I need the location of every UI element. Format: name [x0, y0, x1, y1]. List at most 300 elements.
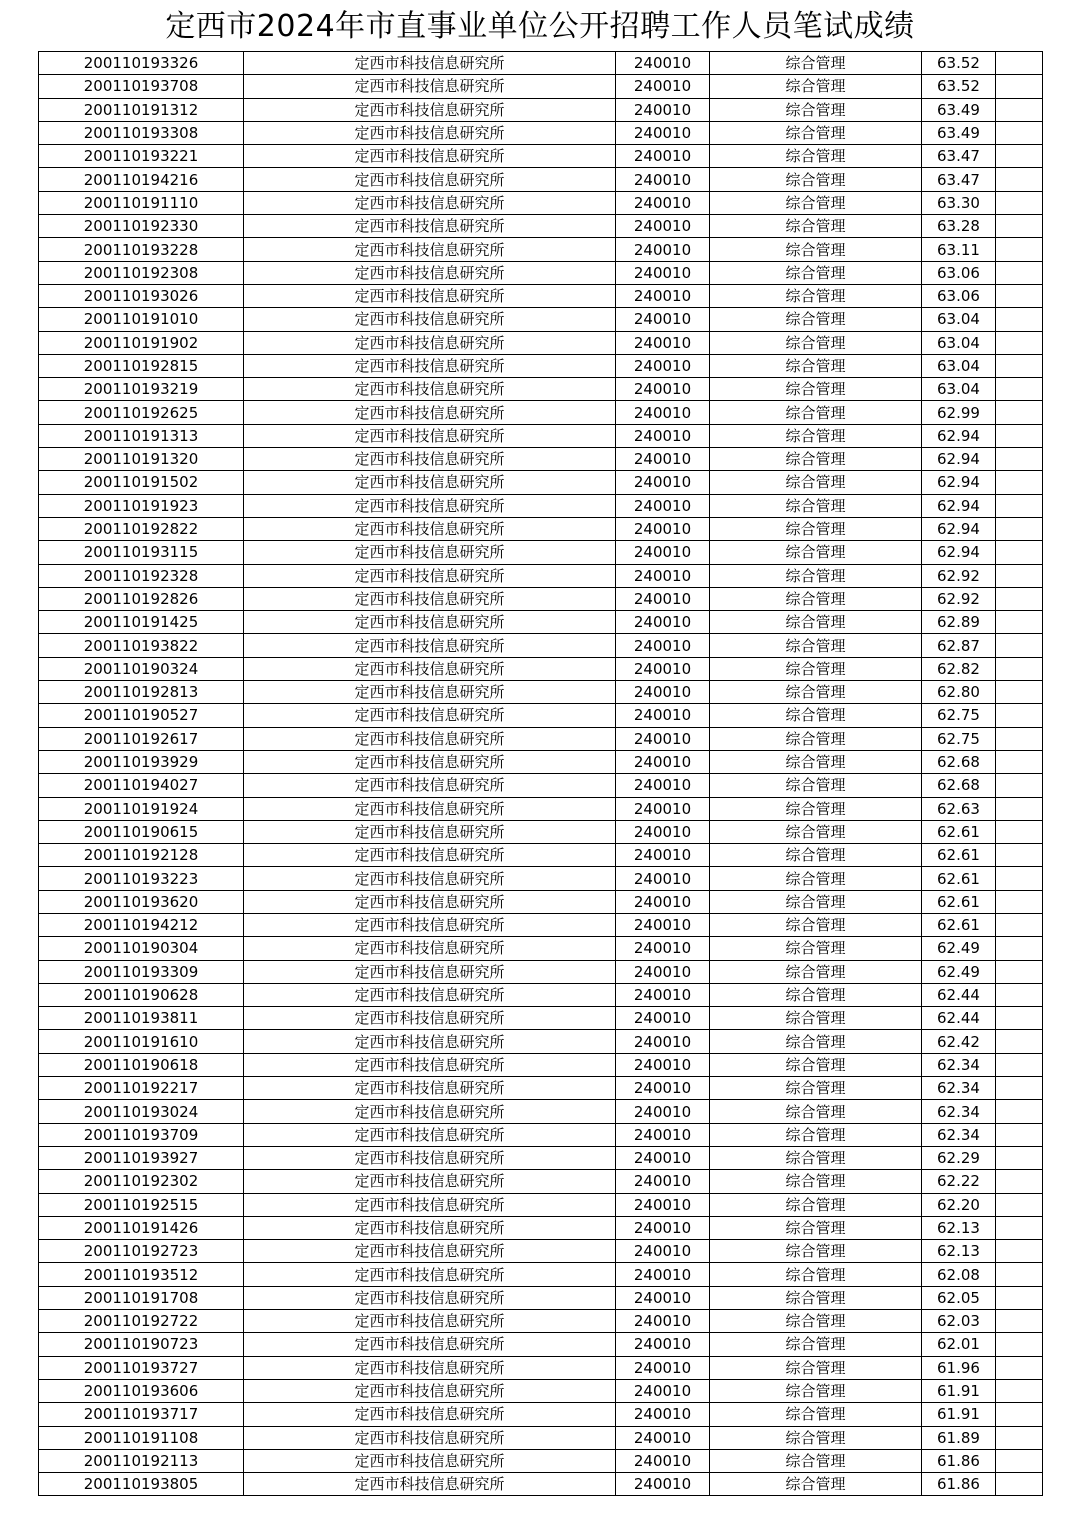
written-score-cell: 63.52 — [922, 75, 996, 98]
position-code-cell: 240010 — [616, 1030, 710, 1053]
written-score-cell: 62.94 — [922, 424, 996, 447]
written-score-cell: 62.61 — [922, 867, 996, 890]
remarks-cell — [996, 308, 1043, 331]
position-name-cell: 综合管理 — [710, 774, 922, 797]
remarks-cell — [996, 1123, 1043, 1146]
table-row — [39, 261, 1043, 284]
score-table-body — [39, 52, 1043, 1496]
written-score-cell: 62.94 — [922, 494, 996, 517]
employer-unit-cell: 定西市科技信息研究所 — [244, 1193, 616, 1216]
position-code-cell: 240010 — [616, 1426, 710, 1449]
remarks-cell — [996, 238, 1043, 261]
written-score-cell: 62.61 — [922, 820, 996, 843]
position-code-cell: 240010 — [616, 960, 710, 983]
table-row — [39, 1449, 1043, 1472]
remarks-cell — [996, 587, 1043, 610]
remarks-cell — [996, 750, 1043, 773]
position-name-cell: 综合管理 — [710, 681, 922, 704]
position-name-cell: 综合管理 — [710, 890, 922, 913]
employer-unit-cell: 定西市科技信息研究所 — [244, 1449, 616, 1472]
admission-number-cell: 200110191425 — [39, 611, 244, 634]
admission-number-cell: 200110193708 — [39, 75, 244, 98]
position-code-cell: 240010 — [616, 913, 710, 936]
admission-number-cell: 200110194212 — [39, 913, 244, 936]
position-code-cell: 240010 — [616, 983, 710, 1006]
position-code-cell: 240010 — [616, 238, 710, 261]
table-row — [39, 75, 1043, 98]
table-row — [39, 750, 1043, 773]
admission-number-cell: 200110193026 — [39, 284, 244, 307]
written-score-cell: 62.61 — [922, 913, 996, 936]
table-row — [39, 1053, 1043, 1076]
position-name-cell: 综合管理 — [710, 611, 922, 634]
position-name-cell: 综合管理 — [710, 750, 922, 773]
written-score-cell: 63.49 — [922, 121, 996, 144]
remarks-cell — [996, 494, 1043, 517]
remarks-cell — [996, 774, 1043, 797]
position-code-cell: 240010 — [616, 681, 710, 704]
position-name-cell: 综合管理 — [710, 587, 922, 610]
admission-number-cell: 200110193115 — [39, 541, 244, 564]
admission-number-cell: 200110193805 — [39, 1473, 244, 1496]
table-row — [39, 494, 1043, 517]
employer-unit-cell: 定西市科技信息研究所 — [244, 611, 616, 634]
written-score-cell: 62.87 — [922, 634, 996, 657]
position-name-cell: 综合管理 — [710, 401, 922, 424]
admission-number-cell: 200110193223 — [39, 867, 244, 890]
position-code-cell: 240010 — [616, 1216, 710, 1239]
table-row — [39, 1403, 1043, 1426]
position-name-cell: 综合管理 — [710, 704, 922, 727]
employer-unit-cell: 定西市科技信息研究所 — [244, 52, 616, 75]
admission-number-cell: 200110194027 — [39, 774, 244, 797]
employer-unit-cell: 定西市科技信息研究所 — [244, 1356, 616, 1379]
written-score-cell: 62.29 — [922, 1146, 996, 1169]
written-score-cell: 62.94 — [922, 517, 996, 540]
written-score-cell: 62.61 — [922, 844, 996, 867]
position-name-cell: 综合管理 — [710, 494, 922, 517]
table-row — [39, 797, 1043, 820]
written-score-cell: 62.49 — [922, 960, 996, 983]
position-code-cell: 240010 — [616, 331, 710, 354]
admission-number-cell: 200110193308 — [39, 121, 244, 144]
position-code-cell: 240010 — [616, 1333, 710, 1356]
position-code-cell: 240010 — [616, 494, 710, 517]
remarks-cell — [996, 1426, 1043, 1449]
written-score-cell: 62.99 — [922, 401, 996, 424]
written-score-cell: 62.34 — [922, 1053, 996, 1076]
position-name-cell: 综合管理 — [710, 657, 922, 680]
remarks-cell — [996, 1030, 1043, 1053]
table-row — [39, 704, 1043, 727]
employer-unit-cell: 定西市科技信息研究所 — [244, 1403, 616, 1426]
position-code-cell: 240010 — [616, 1146, 710, 1169]
position-name-cell: 综合管理 — [710, 52, 922, 75]
remarks-cell — [996, 1077, 1043, 1100]
written-score-cell: 62.03 — [922, 1310, 996, 1333]
position-code-cell: 240010 — [616, 820, 710, 843]
position-name-cell: 综合管理 — [710, 727, 922, 750]
position-code-cell: 240010 — [616, 611, 710, 634]
remarks-cell — [996, 354, 1043, 377]
employer-unit-cell: 定西市科技信息研究所 — [244, 215, 616, 238]
remarks-cell — [996, 215, 1043, 238]
remarks-cell — [996, 261, 1043, 284]
table-row — [39, 424, 1043, 447]
written-score-cell: 62.49 — [922, 937, 996, 960]
written-score-cell: 62.92 — [922, 564, 996, 587]
admission-number-cell: 200110192723 — [39, 1240, 244, 1263]
remarks-cell — [996, 1286, 1043, 1309]
position-code-cell: 240010 — [616, 634, 710, 657]
table-row — [39, 820, 1043, 843]
remarks-cell — [996, 1356, 1043, 1379]
employer-unit-cell: 定西市科技信息研究所 — [244, 1077, 616, 1100]
position-code-cell: 240010 — [616, 1053, 710, 1076]
remarks-cell — [996, 75, 1043, 98]
admission-number-cell: 200110191502 — [39, 471, 244, 494]
employer-unit-cell: 定西市科技信息研究所 — [244, 1170, 616, 1193]
written-score-cell: 62.61 — [922, 890, 996, 913]
admission-number-cell: 200110193606 — [39, 1379, 244, 1402]
position-code-cell: 240010 — [616, 284, 710, 307]
remarks-cell — [996, 52, 1043, 75]
employer-unit-cell: 定西市科技信息研究所 — [244, 913, 616, 936]
remarks-cell — [996, 657, 1043, 680]
admission-number-cell: 200110193929 — [39, 750, 244, 773]
position-name-cell: 综合管理 — [710, 261, 922, 284]
position-code-cell: 240010 — [616, 1077, 710, 1100]
position-code-cell: 240010 — [616, 261, 710, 284]
remarks-cell — [996, 611, 1043, 634]
position-name-cell: 综合管理 — [710, 1310, 922, 1333]
employer-unit-cell: 定西市科技信息研究所 — [244, 983, 616, 1006]
written-score-cell: 63.06 — [922, 261, 996, 284]
position-name-cell: 综合管理 — [710, 1286, 922, 1309]
admission-number-cell: 200110193927 — [39, 1146, 244, 1169]
position-code-cell: 240010 — [616, 1170, 710, 1193]
written-score-cell: 62.34 — [922, 1077, 996, 1100]
written-score-cell: 62.94 — [922, 541, 996, 564]
position-name-cell: 综合管理 — [710, 1333, 922, 1356]
position-name-cell: 综合管理 — [710, 145, 922, 168]
remarks-cell — [996, 983, 1043, 1006]
written-score-cell: 63.49 — [922, 98, 996, 121]
table-row — [39, 354, 1043, 377]
employer-unit-cell: 定西市科技信息研究所 — [244, 1379, 616, 1402]
admission-number-cell: 200110192328 — [39, 564, 244, 587]
employer-unit-cell: 定西市科技信息研究所 — [244, 774, 616, 797]
employer-unit-cell: 定西市科技信息研究所 — [244, 1310, 616, 1333]
admission-number-cell: 200110191902 — [39, 331, 244, 354]
employer-unit-cell: 定西市科技信息研究所 — [244, 1286, 616, 1309]
position-name-cell: 综合管理 — [710, 1356, 922, 1379]
admission-number-cell: 200110192722 — [39, 1310, 244, 1333]
admission-number-cell: 200110192308 — [39, 261, 244, 284]
remarks-cell — [996, 820, 1043, 843]
position-code-cell: 240010 — [616, 1449, 710, 1472]
admission-number-cell: 200110190324 — [39, 657, 244, 680]
employer-unit-cell: 定西市科技信息研究所 — [244, 1053, 616, 1076]
employer-unit-cell: 定西市科技信息研究所 — [244, 1216, 616, 1239]
position-code-cell: 240010 — [616, 704, 710, 727]
employer-unit-cell: 定西市科技信息研究所 — [244, 727, 616, 750]
written-score-cell: 62.44 — [922, 983, 996, 1006]
remarks-cell — [996, 331, 1043, 354]
position-name-cell: 综合管理 — [710, 1240, 922, 1263]
position-name-cell: 综合管理 — [710, 820, 922, 843]
written-score-cell: 62.75 — [922, 727, 996, 750]
table-row — [39, 960, 1043, 983]
written-score-cell: 61.89 — [922, 1426, 996, 1449]
table-row — [39, 564, 1043, 587]
written-score-cell: 63.04 — [922, 331, 996, 354]
employer-unit-cell: 定西市科技信息研究所 — [244, 145, 616, 168]
position-name-cell: 综合管理 — [710, 308, 922, 331]
position-code-cell: 240010 — [616, 1007, 710, 1030]
employer-unit-cell: 定西市科技信息研究所 — [244, 937, 616, 960]
admission-number-cell: 200110192617 — [39, 727, 244, 750]
position-name-cell: 综合管理 — [710, 1100, 922, 1123]
position-name-cell: 综合管理 — [710, 448, 922, 471]
admission-number-cell: 200110191708 — [39, 1286, 244, 1309]
employer-unit-cell: 定西市科技信息研究所 — [244, 704, 616, 727]
position-name-cell: 综合管理 — [710, 1146, 922, 1169]
position-name-cell: 综合管理 — [710, 354, 922, 377]
employer-unit-cell: 定西市科技信息研究所 — [244, 494, 616, 517]
position-name-cell: 综合管理 — [710, 378, 922, 401]
employer-unit-cell: 定西市科技信息研究所 — [244, 168, 616, 191]
admission-number-cell: 200110190527 — [39, 704, 244, 727]
employer-unit-cell: 定西市科技信息研究所 — [244, 1473, 616, 1496]
remarks-cell — [996, 913, 1043, 936]
admission-number-cell: 200110191313 — [39, 424, 244, 447]
employer-unit-cell: 定西市科技信息研究所 — [244, 121, 616, 144]
table-row — [39, 378, 1043, 401]
table-row — [39, 168, 1043, 191]
position-name-cell: 综合管理 — [710, 1473, 922, 1496]
remarks-cell — [996, 168, 1043, 191]
table-row — [39, 1007, 1043, 1030]
position-code-cell: 240010 — [616, 448, 710, 471]
written-score-cell: 63.28 — [922, 215, 996, 238]
admission-number-cell: 200110194216 — [39, 168, 244, 191]
remarks-cell — [996, 704, 1043, 727]
admission-number-cell: 200110193512 — [39, 1263, 244, 1286]
position-name-cell: 综合管理 — [710, 1426, 922, 1449]
table-row — [39, 1170, 1043, 1193]
remarks-cell — [996, 1007, 1043, 1030]
written-score-cell: 62.01 — [922, 1333, 996, 1356]
remarks-cell — [996, 541, 1043, 564]
position-code-cell: 240010 — [616, 1100, 710, 1123]
table-row — [39, 774, 1043, 797]
position-code-cell: 240010 — [616, 98, 710, 121]
position-code-cell: 240010 — [616, 587, 710, 610]
table-row — [39, 541, 1043, 564]
position-code-cell: 240010 — [616, 471, 710, 494]
written-score-cell: 62.42 — [922, 1030, 996, 1053]
position-code-cell: 240010 — [616, 168, 710, 191]
employer-unit-cell: 定西市科技信息研究所 — [244, 238, 616, 261]
table-row — [39, 1123, 1043, 1146]
position-name-cell: 综合管理 — [710, 1263, 922, 1286]
table-row — [39, 634, 1043, 657]
employer-unit-cell: 定西市科技信息研究所 — [244, 1100, 616, 1123]
table-row — [39, 1379, 1043, 1402]
written-score-cell: 63.47 — [922, 168, 996, 191]
employer-unit-cell: 定西市科技信息研究所 — [244, 1333, 616, 1356]
employer-unit-cell: 定西市科技信息研究所 — [244, 634, 616, 657]
remarks-cell — [996, 1240, 1043, 1263]
position-code-cell: 240010 — [616, 867, 710, 890]
employer-unit-cell: 定西市科技信息研究所 — [244, 471, 616, 494]
position-code-cell: 240010 — [616, 1263, 710, 1286]
table-row — [39, 937, 1043, 960]
written-score-cell: 63.04 — [922, 378, 996, 401]
table-row — [39, 1216, 1043, 1239]
remarks-cell — [996, 937, 1043, 960]
table-row — [39, 1426, 1043, 1449]
employer-unit-cell: 定西市科技信息研究所 — [244, 890, 616, 913]
table-row — [39, 98, 1043, 121]
remarks-cell — [996, 191, 1043, 214]
remarks-cell — [996, 517, 1043, 540]
table-row — [39, 1333, 1043, 1356]
position-name-cell: 综合管理 — [710, 937, 922, 960]
position-name-cell: 综合管理 — [710, 983, 922, 1006]
admission-number-cell: 200110193024 — [39, 1100, 244, 1123]
employer-unit-cell: 定西市科技信息研究所 — [244, 284, 616, 307]
remarks-cell — [996, 1100, 1043, 1123]
position-name-cell: 综合管理 — [710, 1007, 922, 1030]
position-code-cell: 240010 — [616, 215, 710, 238]
employer-unit-cell: 定西市科技信息研究所 — [244, 657, 616, 680]
position-code-cell: 240010 — [616, 1403, 710, 1426]
position-name-cell: 综合管理 — [710, 121, 922, 144]
employer-unit-cell: 定西市科技信息研究所 — [244, 401, 616, 424]
remarks-cell — [996, 1146, 1043, 1169]
position-name-cell: 综合管理 — [710, 541, 922, 564]
position-code-cell: 240010 — [616, 774, 710, 797]
remarks-cell — [996, 284, 1043, 307]
written-score-cell: 61.86 — [922, 1473, 996, 1496]
position-name-cell: 综合管理 — [710, 1030, 922, 1053]
employer-unit-cell: 定西市科技信息研究所 — [244, 681, 616, 704]
remarks-cell — [996, 1333, 1043, 1356]
position-name-cell: 综合管理 — [710, 913, 922, 936]
employer-unit-cell: 定西市科技信息研究所 — [244, 517, 616, 540]
admission-number-cell: 200110190618 — [39, 1053, 244, 1076]
table-row — [39, 1077, 1043, 1100]
position-code-cell: 240010 — [616, 354, 710, 377]
position-code-cell: 240010 — [616, 1193, 710, 1216]
remarks-cell — [996, 1473, 1043, 1496]
remarks-cell — [996, 1193, 1043, 1216]
written-score-cell: 62.34 — [922, 1123, 996, 1146]
position-name-cell: 综合管理 — [710, 797, 922, 820]
table-row — [39, 284, 1043, 307]
table-row — [39, 517, 1043, 540]
admission-number-cell: 200110193727 — [39, 1356, 244, 1379]
position-name-cell: 综合管理 — [710, 1379, 922, 1402]
admission-number-cell: 200110191010 — [39, 308, 244, 331]
employer-unit-cell: 定西市科技信息研究所 — [244, 587, 616, 610]
admission-number-cell: 200110192625 — [39, 401, 244, 424]
written-score-cell: 61.91 — [922, 1379, 996, 1402]
table-row — [39, 308, 1043, 331]
admission-number-cell: 200110192822 — [39, 517, 244, 540]
written-score-cell: 62.08 — [922, 1263, 996, 1286]
table-row — [39, 401, 1043, 424]
written-score-cell: 62.13 — [922, 1216, 996, 1239]
remarks-cell — [996, 145, 1043, 168]
remarks-cell — [996, 1170, 1043, 1193]
position-code-cell: 240010 — [616, 1473, 710, 1496]
position-name-cell: 综合管理 — [710, 1403, 922, 1426]
position-code-cell: 240010 — [616, 424, 710, 447]
employer-unit-cell: 定西市科技信息研究所 — [244, 750, 616, 773]
admission-number-cell: 200110193326 — [39, 52, 244, 75]
table-row — [39, 1286, 1043, 1309]
admission-number-cell: 200110193717 — [39, 1403, 244, 1426]
position-name-cell: 综合管理 — [710, 960, 922, 983]
score-table — [38, 51, 1043, 1496]
remarks-cell — [996, 471, 1043, 494]
written-score-cell: 62.68 — [922, 750, 996, 773]
written-score-cell: 62.82 — [922, 657, 996, 680]
table-row — [39, 1100, 1043, 1123]
table-row — [39, 867, 1043, 890]
position-code-cell: 240010 — [616, 657, 710, 680]
employer-unit-cell: 定西市科技信息研究所 — [244, 564, 616, 587]
remarks-cell — [996, 564, 1043, 587]
written-score-cell: 61.96 — [922, 1356, 996, 1379]
employer-unit-cell: 定西市科技信息研究所 — [244, 820, 616, 843]
written-score-cell: 62.34 — [922, 1100, 996, 1123]
employer-unit-cell: 定西市科技信息研究所 — [244, 448, 616, 471]
position-name-cell: 综合管理 — [710, 1193, 922, 1216]
admission-number-cell: 200110190723 — [39, 1333, 244, 1356]
written-score-cell: 61.91 — [922, 1403, 996, 1426]
employer-unit-cell: 定西市科技信息研究所 — [244, 1263, 616, 1286]
position-name-cell: 综合管理 — [710, 1077, 922, 1100]
table-row — [39, 1473, 1043, 1496]
position-code-cell: 240010 — [616, 378, 710, 401]
employer-unit-cell: 定西市科技信息研究所 — [244, 867, 616, 890]
admission-number-cell: 200110192813 — [39, 681, 244, 704]
position-code-cell: 240010 — [616, 517, 710, 540]
written-score-cell: 61.86 — [922, 1449, 996, 1472]
admission-number-cell: 200110191923 — [39, 494, 244, 517]
table-row — [39, 215, 1043, 238]
position-code-cell: 240010 — [616, 1356, 710, 1379]
employer-unit-cell: 定西市科技信息研究所 — [244, 1146, 616, 1169]
position-code-cell: 240010 — [616, 937, 710, 960]
position-code-cell: 240010 — [616, 797, 710, 820]
position-code-cell: 240010 — [616, 541, 710, 564]
written-score-cell: 63.47 — [922, 145, 996, 168]
table-row — [39, 587, 1043, 610]
position-name-cell: 综合管理 — [710, 75, 922, 98]
written-score-cell: 62.89 — [922, 611, 996, 634]
table-row — [39, 1263, 1043, 1286]
employer-unit-cell: 定西市科技信息研究所 — [244, 797, 616, 820]
position-name-cell: 综合管理 — [710, 1123, 922, 1146]
admission-number-cell: 200110192330 — [39, 215, 244, 238]
position-code-cell: 240010 — [616, 145, 710, 168]
employer-unit-cell: 定西市科技信息研究所 — [244, 308, 616, 331]
